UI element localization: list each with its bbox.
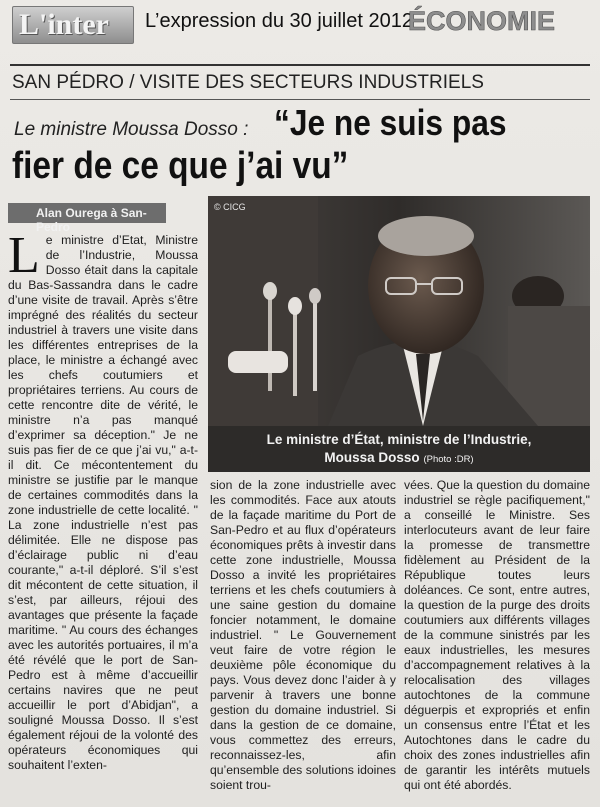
minister-photo: [208, 196, 590, 426]
section-title: ÉCONOMIE: [408, 6, 556, 36]
caption-line2-row: [208, 449, 590, 469]
column-1-text: e ministre d’Etat, Ministre de l’Industrie, Moussa Dosso était dans la capitale du Bas-Sassandra dans le cadre d’une visite de travail. Après s’être imprégné des réalités du secteur industriel à travers une visite dans les différentes entreprises de la place, le ministre a échangé avec les chefs coutumiers et propriétaires terriens. Au cours de cette rencontre dite de vérité, le ministre n’a pas manqué d’exprimer sa déception." Je ne suis pas fier de ce que j’ai vu," a-t-il dit. Ce mécontentement du ministre se justifie par le manque de certaines commodités dans la zone industrielle de cette localité. " La zone industrielle n’est pas délimitée. Elle ne dispose pas d’éclairage public ni d’eau courante," a-t-il déploré. S’il s’est dit mécontent de cette situation, il s’est, par ailleurs, réjoui des avantages que présente la façade maritime. " Au cours des échanges avec les autorités portuaires, il m’a été révélé que le port de San-Pedro est à même d’accueillir certains navires que ne peut accueillir le port d’Abidjan", a souligné Moussa Dosso. Il s’est également réjoui de la volonté des opérateurs économiques qui souhaitent l’exten-: [8, 233, 198, 772]
headline-lead: Le ministre Moussa Dosso :: [14, 119, 249, 140]
article-column-3: [404, 478, 590, 798]
photo-caption: [208, 426, 590, 472]
top-divider: [10, 64, 590, 66]
caption-line1: Le ministre d’État, ministre de l’Industrie,: [266, 432, 532, 447]
headline-quote-line1: “Je ne suis pas: [274, 102, 507, 143]
headline-quote-line2: fier de ce que j’ai vu”: [12, 145, 349, 187]
newspaper-logo: [12, 6, 134, 44]
logo-text: L'inter: [19, 8, 109, 41]
drop-cap: L: [8, 233, 40, 284]
article-column-2: [210, 478, 396, 798]
kicker-divider: [10, 99, 590, 100]
caption-line2: Moussa Dosso: [324, 450, 420, 465]
masthead: [8, 4, 594, 48]
column-3-text: vées. Que la question du domaine industriel se règle pacifiquement," a conseillé le Ministre. Ses interlocuteurs avant de leur faire la promesse de transmettre fidèlement au Président de la République toutes leurs doléances. Ce sont, entre autres, la question de la purge des droits coutumiers aux différents villages de la commune sinistrés par les eaux industrielles, les mesures d’accompagnement relatives à la relocalisation des villages autochtones de la commune déguerpis et expropriés et enfin un consensus entre l’État et les Autochtones dans le cadre du choix des zones industrielles afin de garantir les intérêts mutuels qui ont été abordés.: [404, 478, 590, 792]
photo-illustration: [208, 196, 590, 426]
column-2-text: sion de la zone industrielle avec les commodités. Face aux atouts de la façade maritime du Port de San-Pedro et au flux d’opérateurs économiques prêts à investir dans cette zone industrielle, Moussa Dosso a invité les propriétaires terriens et les chefs coutumiers à une saine gestion du domaine foncier notamment, le domaine industriel. " Le Gouvernement veut faire de votre région le deuxième pôle économique du pays. Vous devez donc l’aider à y parvenir à travers une bonne gestion du domaine industriel. Si dans la gestion de ce domaine, vous commettez des erreurs, reconnaissez-les, afin qu’ensemble des solutions idoines soient trou-: [210, 478, 396, 792]
article-column-1: [8, 233, 198, 798]
byline: Alan Ourega à San-Pedro: [8, 203, 166, 223]
publication-date: L’expression du 30 juillet 2012: [145, 10, 413, 32]
caption-credit: (Photo :DR): [423, 454, 474, 465]
article-kicker: SAN PÉDRO / VISITE DES SECTEURS INDUSTRIELS: [12, 72, 484, 93]
photo-credit: © CICG: [214, 202, 246, 212]
